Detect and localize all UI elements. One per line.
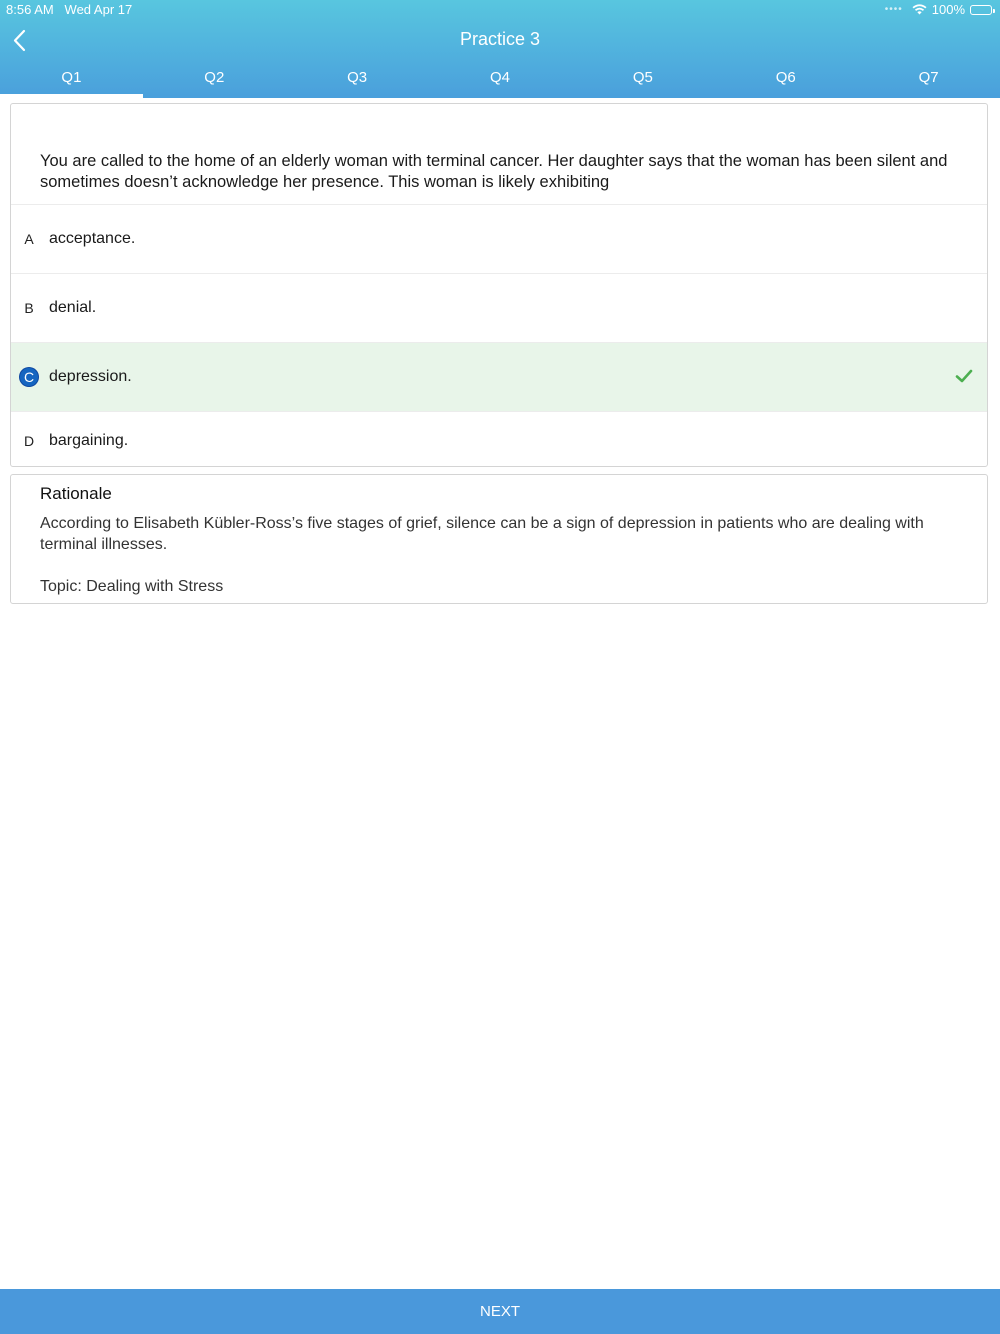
option-letter: B	[24, 300, 34, 316]
tab-q3[interactable]: Q3	[347, 69, 368, 86]
status-bar	[0, 0, 1000, 20]
option-b[interactable]	[11, 274, 987, 343]
tab-q2[interactable]: Q2	[204, 69, 225, 86]
signal-icon: ••••	[884, 4, 903, 15]
wifi-icon	[912, 4, 927, 15]
page-title: Practice 3	[459, 29, 541, 49]
option-letter-selected: C	[20, 368, 38, 386]
option-a[interactable]	[11, 205, 987, 274]
option-letter: A	[24, 231, 34, 247]
tab-q4[interactable]: Q4	[490, 69, 511, 86]
status-time: 8:56 AM Wed Apr 17	[6, 2, 133, 17]
tab-q1[interactable]: Q1	[0, 64, 143, 98]
option-text: bargaining.	[49, 432, 129, 449]
option-d[interactable]	[11, 412, 987, 467]
option-text: depression.	[49, 368, 132, 385]
battery-icon	[970, 5, 992, 15]
next-button[interactable]: NEXT	[0, 1289, 1000, 1334]
tab-q5[interactable]: Q5	[632, 69, 653, 86]
app-header	[0, 0, 1000, 98]
question-card	[10, 103, 988, 467]
option-letter: D	[23, 433, 35, 449]
status-date: Wed Apr 17	[64, 2, 133, 17]
checkmark-icon	[955, 367, 973, 385]
tab-q7[interactable]: Q7	[918, 69, 939, 86]
rationale-title: Rationale	[40, 484, 112, 503]
option-c[interactable]	[11, 343, 987, 412]
tab-q6[interactable]: Q6	[775, 69, 796, 86]
battery-percent: 100%	[931, 2, 965, 17]
rationale-topic: Topic: Dealing with Stress	[40, 578, 224, 595]
option-text: denial.	[49, 299, 97, 316]
question-tabs	[0, 64, 1000, 98]
question-text: You are called to the home of an elderly woman with terminal cancer. Her daughter says that the woman has been silent and sometimes doesn’t acknowledge her presence. This woman is likely exhibiting	[11, 104, 987, 205]
rationale-body: According to Elisabeth Kübler-Ross’s five stages of grief, silence can be a sign of depression in patients who are dealing with terminal illnesses.	[40, 515, 924, 553]
option-text: acceptance.	[49, 230, 136, 247]
status-indicators	[885, 2, 992, 17]
rationale-card	[10, 474, 988, 604]
